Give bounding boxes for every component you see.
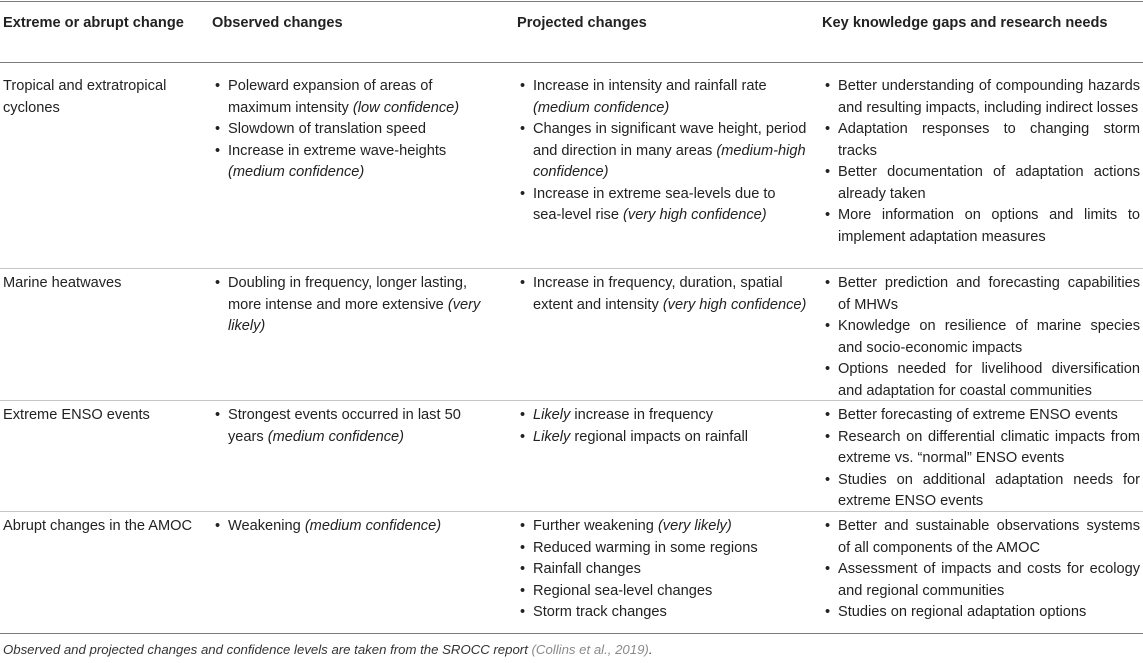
confidence-qualifier: (medium-high confidence) [533, 142, 806, 180]
list-item [822, 316, 1140, 359]
list-item [212, 76, 497, 119]
projected-cell [517, 405, 807, 448]
item-text: Adaptation responses to changing storm tracks [838, 121, 1140, 159]
item-text: Further weakening [533, 518, 658, 534]
list-item [212, 405, 497, 448]
row-divider [0, 511, 1143, 512]
list-item [517, 516, 807, 538]
confidence-qualifier: (very likely) [228, 296, 481, 334]
table-bottom-rule [0, 633, 1143, 634]
likelihood-qualifier: Likely [533, 428, 571, 445]
table-footnote [3, 642, 652, 657]
confidence-qualifier: (very high confidence) [623, 207, 767, 223]
item-text: regional impacts on rainfall [570, 428, 748, 445]
row-label: Tropical and extratropical cyclones [3, 78, 167, 116]
item-text: Options needed for livelihood diversification and adaptation for coastal communities [838, 361, 1140, 399]
list-item [212, 273, 497, 338]
confidence-qualifier: (medium confidence) [533, 99, 670, 116]
list-item [517, 581, 807, 603]
row-label: Abrupt changes in the AMOC [3, 518, 193, 534]
confidence-qualifier: (very likely) [657, 518, 732, 534]
list-item [822, 427, 1140, 470]
projected-cell [517, 516, 807, 624]
list-item [822, 162, 1140, 205]
list-item [517, 427, 807, 449]
footnote-text: Observed and projected changes and confidence levels are taken from the SROCC report [3, 642, 532, 657]
list-item [822, 119, 1140, 162]
list-item [212, 119, 497, 141]
row-label: Marine heatwaves [3, 275, 122, 291]
item-text: Doubling in frequency, longer lasting, more intense and more extensive [228, 275, 468, 313]
item-text: Increase in intensity and rainfall rate [533, 78, 767, 94]
projected-list [517, 76, 807, 227]
item-text: Assessment of impacts and costs for ecology and regional communities [838, 561, 1140, 599]
list-item [822, 205, 1140, 248]
item-text: Increase in extreme sea-levels due to sea-level rise [533, 185, 776, 223]
item-text: Rainfall changes [533, 561, 641, 577]
list-item [822, 405, 1140, 427]
item-text: Storm track changes [533, 604, 667, 620]
header-projected-changes: Projected changes [517, 15, 647, 31]
gaps-cell [822, 405, 1140, 513]
list-item [822, 470, 1140, 513]
footnote-end: . [648, 642, 653, 657]
item-text: Increase in extreme wave-heights [228, 142, 447, 159]
item-text: Better prediction and forecasting capabilities of MHWs [838, 275, 1140, 313]
projected-list [517, 273, 807, 316]
item-text: Studies on additional adaptation needs for extreme ENSO events [838, 471, 1140, 509]
observed-cell [212, 273, 497, 338]
list-item [517, 184, 807, 227]
confidence-qualifier: (very high confidence) [662, 296, 807, 313]
list-item [517, 76, 807, 119]
gaps-list [822, 76, 1140, 248]
observed-list [212, 516, 497, 538]
projected-cell [517, 76, 807, 227]
list-item [822, 516, 1140, 559]
list-item [822, 359, 1140, 402]
item-text: Better documentation of adaptation actions already taken [838, 164, 1140, 202]
likelihood-qualifier: Likely [533, 407, 571, 423]
item-text: Reduced warming in some regions [533, 539, 758, 556]
projected-list [517, 405, 807, 448]
header-knowledge-gaps: Key knowledge gaps and research needs [822, 15, 1108, 31]
list-item [517, 602, 807, 624]
item-text: Strongest events occurred in last 50 years [228, 407, 461, 445]
list-item [822, 76, 1140, 119]
gaps-cell [822, 516, 1140, 624]
item-text: Poleward expansion of areas of maximum intensity [228, 78, 433, 116]
table-top-rule [0, 1, 1143, 2]
observed-cell [212, 405, 497, 448]
observed-list [212, 273, 497, 338]
header-bottom-rule [0, 62, 1143, 63]
item-text: More information on options and limits to implement adaptation measures [838, 207, 1140, 245]
observed-cell [212, 516, 497, 538]
observed-list [212, 76, 497, 184]
confidence-qualifier: (medium confidence) [267, 428, 405, 445]
row-divider [0, 268, 1143, 269]
confidence-qualifier: (medium confidence) [304, 518, 442, 534]
item-text: Better understanding of compounding hazards and resulting impacts, including indirect losses [838, 78, 1140, 116]
observed-cell [212, 76, 497, 184]
observed-list [212, 405, 497, 448]
item-text: Regional sea-level changes [533, 582, 713, 599]
projected-cell [517, 273, 807, 316]
row-label: Extreme ENSO events [3, 407, 150, 423]
gaps-cell [822, 76, 1140, 248]
confidence-qualifier: (low confidence) [352, 99, 460, 116]
item-text: Research on differential climatic impacts from extreme vs. “normal” ENSO events [838, 428, 1140, 466]
list-item [517, 273, 807, 316]
header-observed-changes: Observed changes [212, 15, 343, 31]
gaps-cell [822, 273, 1140, 402]
list-item [517, 559, 807, 581]
footnote-citation-link[interactable]: (Collins et al., 2019) [531, 642, 649, 657]
item-text: Studies on regional adaptation options [838, 604, 1087, 620]
item-text: Slowdown of translation speed [228, 121, 426, 137]
gaps-list [822, 405, 1140, 513]
list-item [822, 602, 1140, 624]
list-item [212, 141, 497, 184]
item-text: Increase in frequency, duration, spatial extent and intensity [533, 275, 783, 313]
row-divider [0, 400, 1143, 401]
list-item [822, 559, 1140, 602]
list-item [517, 119, 807, 184]
list-item [822, 273, 1140, 316]
item-text: Changes in significant wave height, period and direction in many areas [533, 121, 807, 159]
gaps-list [822, 273, 1140, 402]
list-item [517, 405, 807, 427]
confidence-qualifier: (medium confidence) [228, 164, 365, 180]
header-extreme-or-abrupt-change: Extreme or abrupt change [3, 15, 184, 31]
list-item [212, 516, 497, 538]
list-item [517, 538, 807, 560]
gaps-list [822, 516, 1140, 624]
item-text: Knowledge on resilience of marine species and socio-economic impacts [838, 318, 1140, 356]
item-text: Better forecasting of extreme ENSO events [838, 407, 1118, 423]
projected-list [517, 516, 807, 624]
item-text: Weakening [228, 518, 305, 534]
item-text: Better and sustainable observations systems of all components of the AMOC [838, 518, 1140, 556]
item-text: increase in frequency [570, 407, 714, 423]
